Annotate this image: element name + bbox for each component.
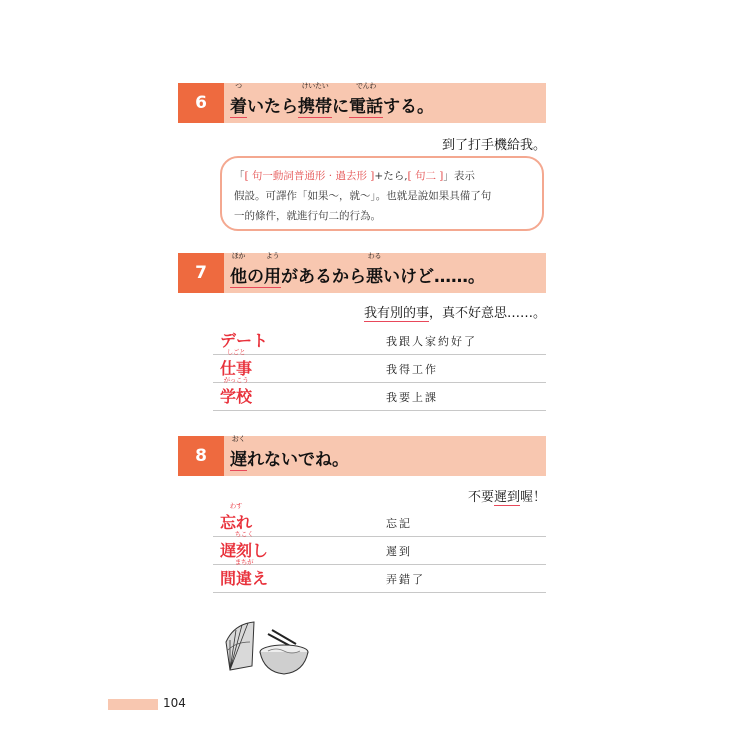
section-7-translation: [364, 302, 546, 321]
section-6-translation: 到了打手機給我。: [441, 138, 546, 153]
title-text: れないでね。: [247, 450, 349, 470]
translation-underlined: 我有別的事: [363, 306, 429, 321]
title-kanji: つ 着: [230, 82, 247, 117]
vocab-word: デート: [220, 331, 269, 350]
title-text: する。: [383, 97, 434, 117]
vocab-row: [213, 348, 546, 383]
title-text: いたら: [247, 97, 298, 117]
fan-and-bowl-illustration: [224, 620, 314, 680]
vocab-meaning: 我得工作: [386, 363, 438, 376]
translation-underlined: 遲到: [493, 490, 520, 505]
note-line-1: 「[ 句一動詞普通形 · 過去形 ]+たら,[ 句二 ]」表示: [234, 170, 475, 182]
bowl-icon: [260, 645, 308, 674]
vocab-meaning: 遲到: [386, 545, 412, 558]
vocab-meaning: 忘記: [386, 517, 412, 530]
section-title: [230, 435, 349, 471]
translation-part: 不要: [467, 490, 494, 505]
title-text: に: [332, 97, 349, 117]
title-kanji: わる 悪: [366, 252, 383, 287]
title-kanji: おく 遅: [230, 435, 247, 470]
section-8-translation: [468, 486, 546, 505]
grammar-note: [220, 156, 544, 231]
title-text: の: [247, 267, 264, 287]
section-6-header: [178, 83, 546, 123]
translation-rest: ，真不好意思……。: [428, 306, 546, 321]
title-kanji: よう 用: [264, 252, 281, 287]
vocab-word: がっこう 学校: [220, 376, 253, 406]
vocab-word: ちこく 遅刻し: [220, 530, 269, 560]
fan-icon: [226, 622, 254, 670]
page-number: 104: [163, 696, 186, 710]
section-title: [230, 252, 485, 288]
vocab-meaning: 我要上課: [386, 391, 438, 404]
vocab-row: [213, 326, 546, 355]
note-line-2: 假設。可譯作「如果～，就～」。也就是說如果具備了句: [234, 190, 492, 202]
vocab-row: [213, 558, 546, 593]
vocab-row: [213, 376, 546, 411]
vocab-word: まちが 間違え: [220, 558, 269, 588]
page-number-bar: [108, 699, 158, 710]
section-number: 6: [178, 83, 224, 123]
section-number: 8: [178, 436, 224, 476]
title-kanji: でんわ 電話: [349, 82, 383, 117]
note-line-3: 一的條件，就進行句二的行為。: [234, 210, 381, 222]
title-text: があるから: [281, 267, 366, 287]
vocab-word: しごと 仕事: [220, 348, 253, 378]
section-title: [230, 82, 434, 118]
title-kanji: ほか 他: [230, 252, 247, 287]
title-text: いけど……。: [383, 267, 485, 287]
vocab-meaning: 我跟人家約好了: [386, 335, 477, 348]
translation-part: 喔！: [519, 490, 546, 505]
section-8-header: [178, 436, 546, 476]
vocab-word: わす 忘れ: [220, 502, 253, 532]
title-kanji: けいたい 携帯: [298, 82, 332, 117]
vocab-meaning: 弄錯了: [386, 573, 425, 586]
section-number: 7: [178, 253, 224, 293]
section-7-header: [178, 253, 546, 293]
